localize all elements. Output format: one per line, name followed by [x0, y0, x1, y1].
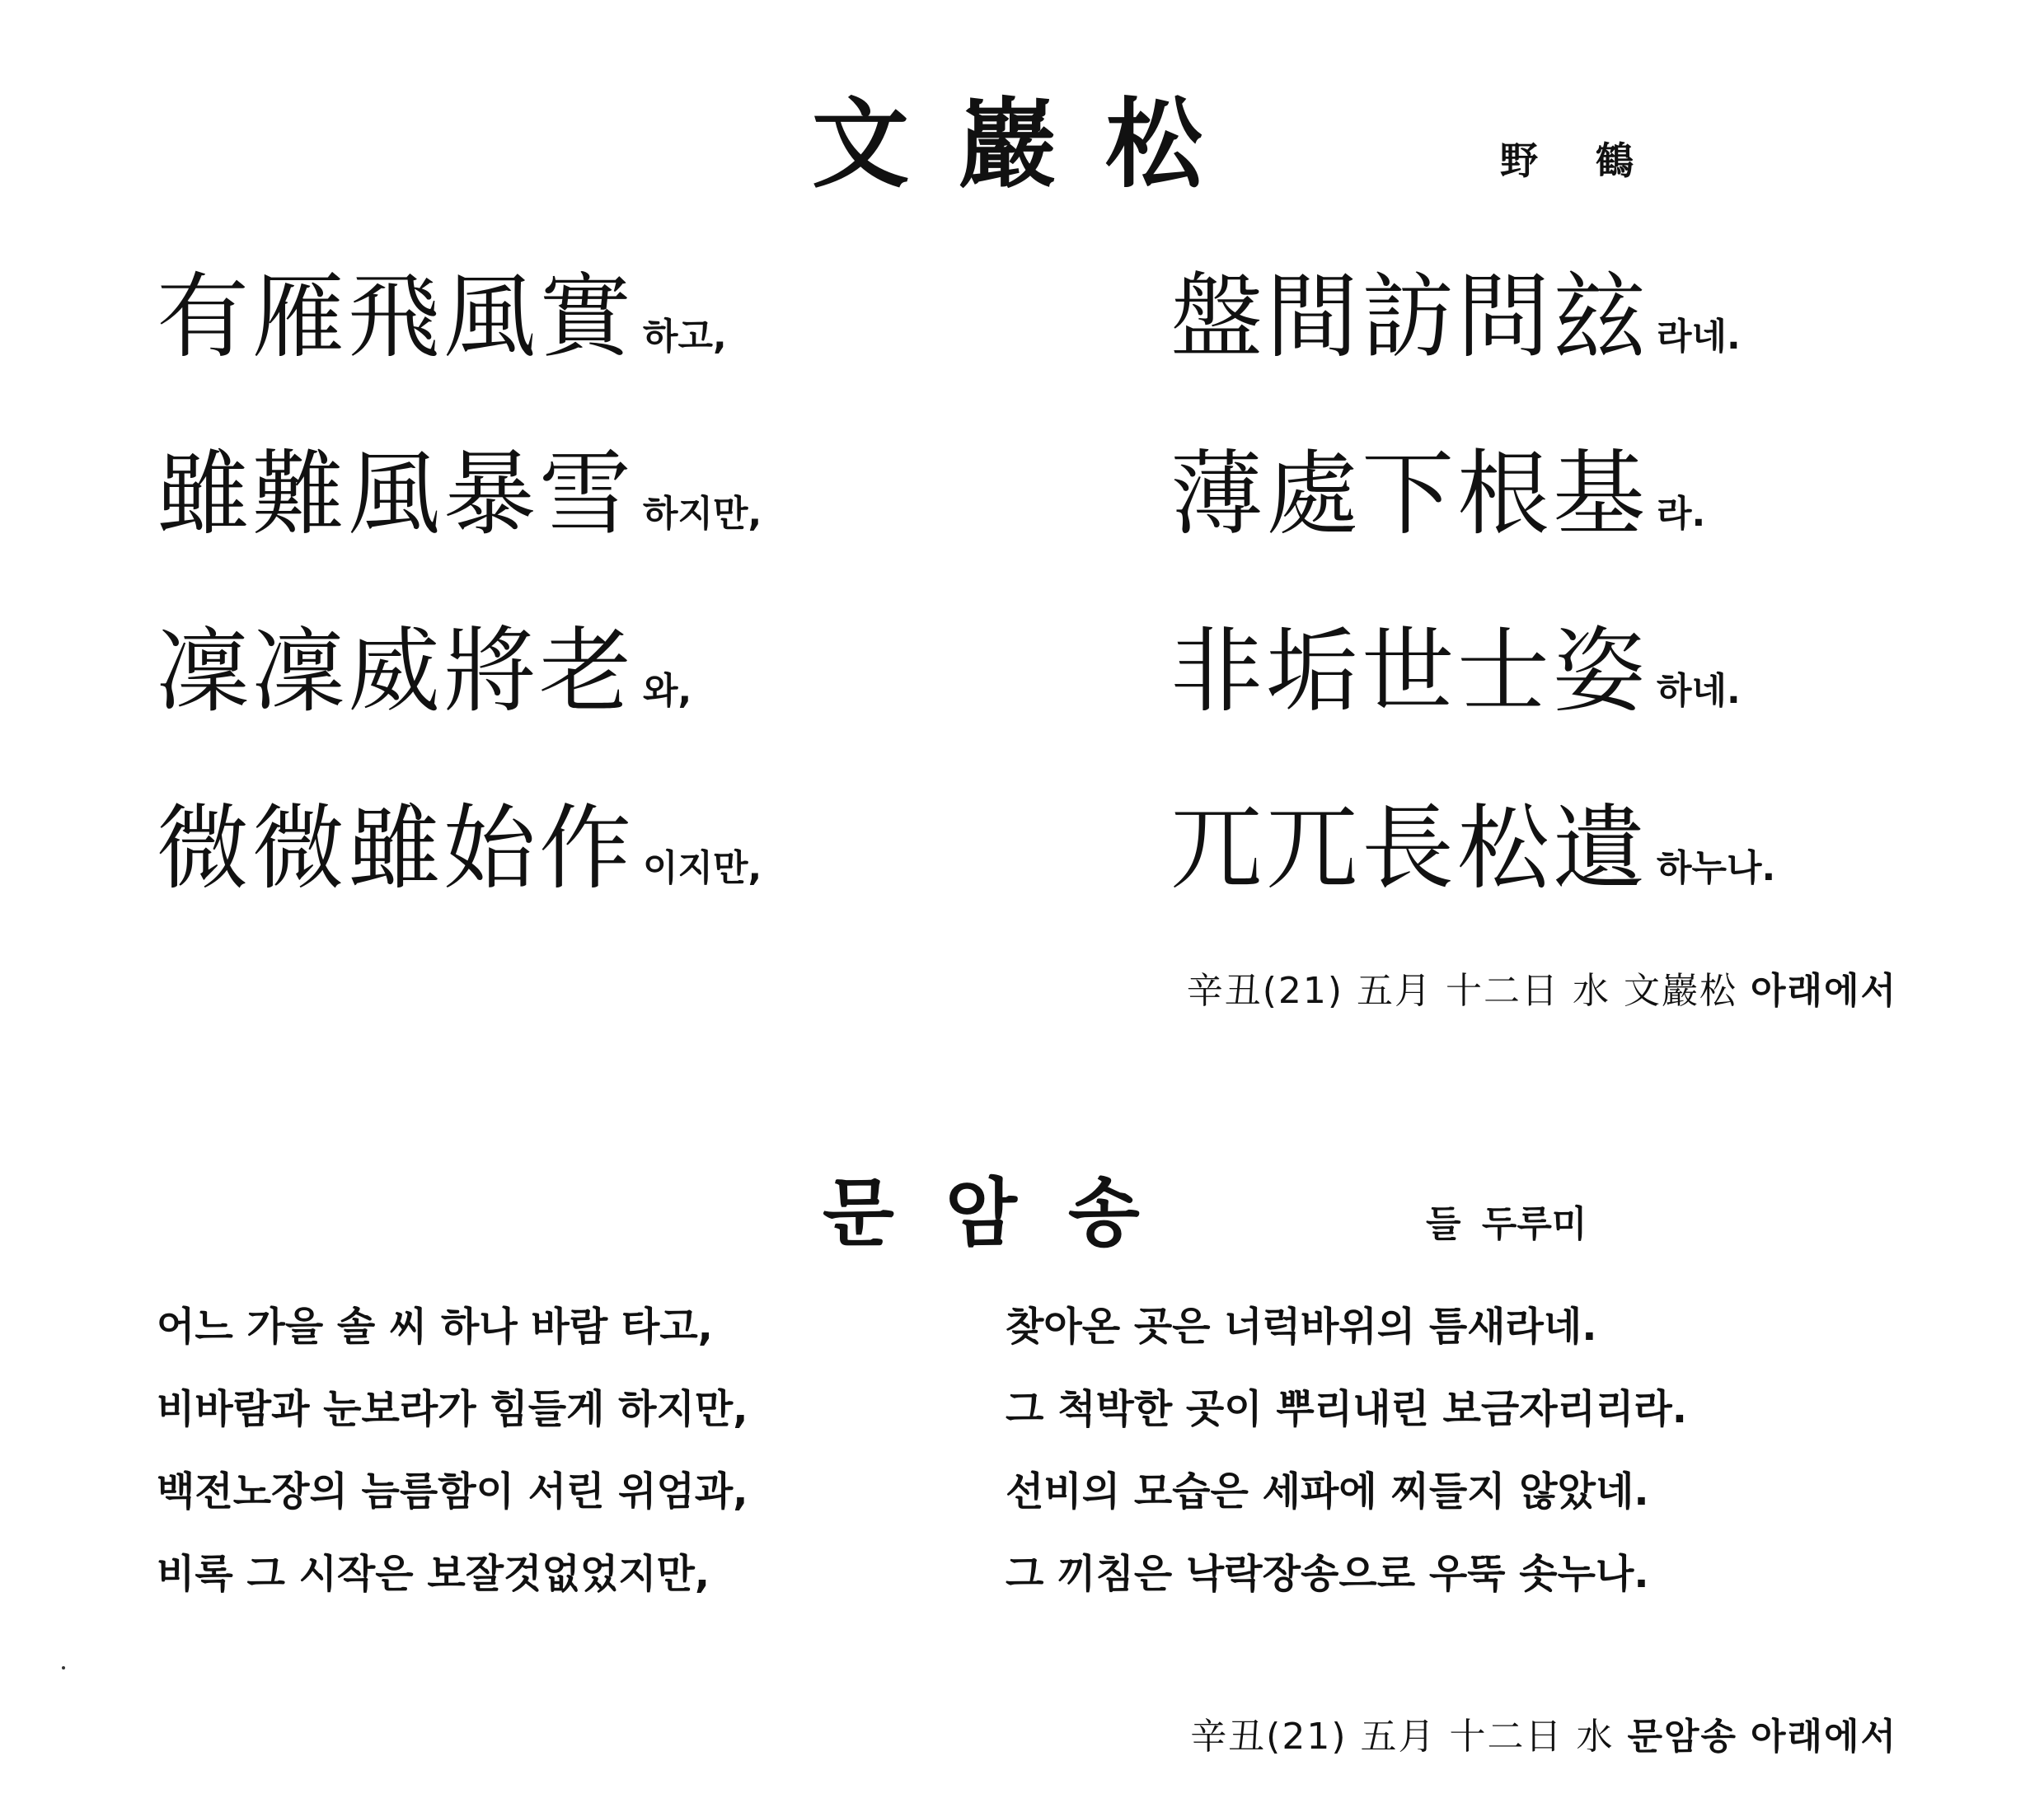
hangul-suffix: 하네.: [1657, 670, 1741, 712]
scan-speck: [62, 1666, 65, 1669]
korean-line-second-half: 선비의 모습은 세파에 찌들지 않았네.: [1006, 1468, 1649, 1515]
hanja-line-left-4: [157, 791, 762, 906]
korean-line-first-half: 비록 그 시작은 보잘것없었지만,: [157, 1551, 710, 1597]
hangul-suffix: 라네.: [1657, 316, 1741, 358]
date-text: 辛丑(21) 五月 十二日 水 文巖松: [1186, 970, 1737, 1012]
korean-line-3: [157, 1463, 1904, 1520]
hanja-line-left-2: [157, 437, 762, 552]
korean-line-first-half: 백전노장의 늠름함이 서린 위엄과,: [157, 1468, 748, 1515]
hanja-line-right-3: [1170, 614, 1741, 729]
korean-poem-author: 들 두루미: [1426, 1203, 1587, 1245]
hanja-poem-author: 野鶴: [1500, 138, 1691, 183]
date-text: 辛丑(21) 五月 十二日 水: [1190, 1716, 1615, 1758]
hanja-line-left-3: [157, 614, 691, 729]
korean-line-4: [157, 1545, 1904, 1603]
date-suffix: 아래에서: [1750, 1716, 1897, 1758]
hanja-chars: 非垢世士姿: [1170, 618, 1648, 725]
korean-line-second-half: 그 끼침은 낙락장송으로 우뚝 솟누나.: [1006, 1551, 1649, 1597]
date-place: 문암송: [1627, 1716, 1737, 1758]
hanja-chars: 兀兀長松遺: [1170, 795, 1648, 902]
hanja-line-left-1: [157, 260, 727, 375]
korean-line-1: [157, 1298, 1904, 1356]
hanja-title-row: [0, 87, 2044, 201]
hanja-line-right-2: [1170, 437, 1705, 552]
korean-line-second-half: 찾아온 곳은 너럭바위의 틈새라네.: [1006, 1304, 1597, 1350]
korean-line-second-half: 그 척박한 곳이 뿌리내린 보금자리리라.: [1006, 1386, 1687, 1432]
korean-line-first-half: 비바람과 눈보라가 힘들게 하지만,: [157, 1386, 748, 1432]
date-suffix: 아래에서: [1750, 970, 1897, 1012]
hanja-poem-title: 文巖松: [812, 87, 1253, 201]
hanja-chars: 薄處下根基: [1170, 441, 1648, 548]
korean-title-row: [0, 1168, 2044, 1259]
hanja-chars: 雖難風暴雪: [157, 441, 635, 548]
hangul-suffix: 하고,: [643, 316, 727, 358]
hanja-line-right-4: [1170, 791, 1775, 906]
hangul-suffix: 라.: [1657, 493, 1706, 535]
hangul-suffix: 와,: [643, 670, 692, 712]
hanja-chars: 凜凜威將老: [157, 618, 635, 725]
hangul-suffix: 이지만,: [643, 847, 762, 889]
korean-line-first-half: 어느 가을 솔 씨 하나 바람 타고,: [157, 1304, 713, 1350]
hanja-chars: 微微雖始作: [157, 795, 635, 902]
hanja-chars: 盤間訪問玆: [1170, 264, 1648, 371]
hanja-chars: 有雁飛風實: [157, 264, 635, 371]
korean-line-2: [157, 1380, 1904, 1438]
hangul-suffix: 하지만,: [643, 493, 762, 535]
korean-date-line: [1190, 1712, 1897, 1762]
korean-poem-title: 문암송: [823, 1170, 1191, 1257]
hanja-date-line: [1187, 967, 1897, 1016]
hangul-suffix: 하누나.: [1657, 847, 1776, 889]
hanja-line-right-1: [1170, 260, 1741, 375]
